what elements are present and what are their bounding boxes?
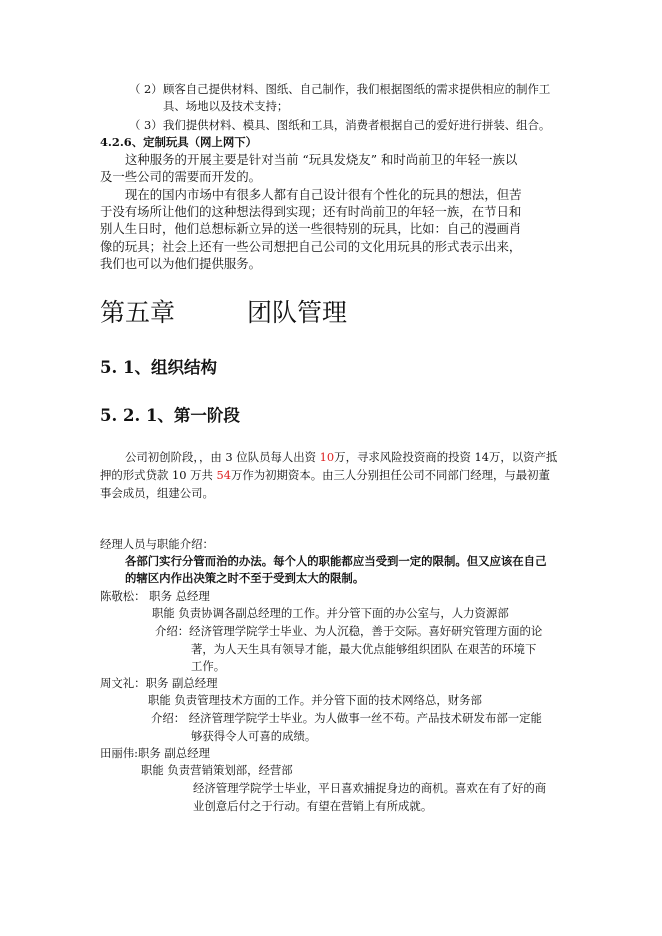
paragraph-line: 我们也可以为他们提供服务。 [100, 256, 262, 271]
manager-intro-label: 经理人员与职能介绍： [100, 537, 214, 551]
manager-1-intro-line3: 工作。 [191, 659, 226, 673]
manager-3-name: 田丽伟:职务 副总经理 [100, 746, 210, 760]
paragraph-line: 别人生日时，他们总想标新立异的送一些很特别的玩具，比如：自己的漫画肖 [100, 221, 522, 236]
paragraph-line: 像的玩具；社会上还有一些公司想把自己公司的文化用玩具的形式表示出来， [100, 239, 522, 254]
manager-3-duty: 职能 负责营销策划部，经营部 [141, 763, 293, 777]
stage-paragraph-line2: 押的形式贷款 10 万共 54万作为初期资本。由三人分别担任公司不同部门经理，与最初董 [100, 468, 550, 482]
manager-3-intro-line1: 经济管理学院学士毕业，平日喜欢捕捉身边的商机。喜欢在有了好的商 [193, 781, 547, 795]
paragraph-line: 现在的国内市场中有很多人都有自己设计很有个性化的玩具的想法，但苦 [125, 187, 522, 202]
paragraph-line: 这种服务的开展主要是针对当前 “玩具发烧友” 和时尚前卫的年轻一族以 [125, 152, 518, 167]
manager-1-name: 陈敬松： 职务 总经理 [100, 589, 210, 603]
manager-2-duty: 职能 负责管理技术方面的工作。并分管下面的技术网络总，财务部 [148, 693, 482, 707]
manager-1-intro-line2: 著，为人天生具有领导才能，最大优点能够组织团队 在艰苦的环境下 [191, 642, 537, 656]
manager-1-intro-line1: 介绍：经济管理学院学士毕业、为人沉稳，善于交际。喜好研究管理方面的论 [155, 624, 543, 638]
section-heading-4-2-6: 4.2.6、定制玩具（网上网下） [100, 135, 258, 149]
stage-paragraph-line1: 公司初创阶段，，由 3 位队员每人出资 10万，寻求风险投资商的投资 14万，以资产抵 [125, 450, 558, 464]
policy-line1: 各部门实行分管而治的办法。每个人的职能都应当受到一定的限制。但又应该在自己 [125, 554, 547, 568]
list-item-2-line2: 具、场地以及技术支持； [163, 99, 289, 113]
chapter-title: 团队管理 [247, 298, 348, 327]
manager-2-intro-line1: 介绍： 经济管理学院学士毕业。为人做事一丝不苟。产品技术研发布部一定能 [151, 711, 542, 725]
list-marker-3: （ 3） [129, 118, 163, 132]
stage-paragraph-line3: 事会成员，组建公司。 [100, 486, 214, 500]
manager-3-intro-line2: 业创意后付之于行动。有望在营销上有所成就。 [193, 799, 433, 813]
list-item-2-line1: 顾客自己提供材料、图纸、自己制作，我们根据图纸的需求提供相应的制作工 [163, 82, 551, 96]
policy-line2: 的辖区内作出决策之时不至于受到太大的限制。 [125, 571, 365, 585]
list-item-3-line1: 我们提供材料、模具、图纸和工具，消费者根据自己的爱好进行拼装、组合。 [163, 118, 551, 132]
paragraph-line: 及一些公司的需要而开发的。 [100, 169, 262, 184]
paragraph-line: 于没有场所让他们的这种想法得到实现；还有时尚前卫的年轻一族，在节日和 [100, 204, 522, 219]
list-marker-2: （ 2） [129, 82, 163, 96]
manager-2-name: 周文礼：职务 副总经理 [100, 676, 218, 690]
heading-5-1: 5. 1、组织结构 [100, 358, 217, 377]
heading-5-2-1: 5. 2. 1、第一阶段 [100, 406, 240, 425]
manager-2-intro-line2: 够获得令人可喜的成绩。 [191, 729, 317, 743]
manager-1-duty: 职能 负责协调各副总经理的工作。并分管下面的办公室与，人力资源部 [152, 606, 509, 620]
chapter-number: 第五章 [100, 298, 176, 327]
